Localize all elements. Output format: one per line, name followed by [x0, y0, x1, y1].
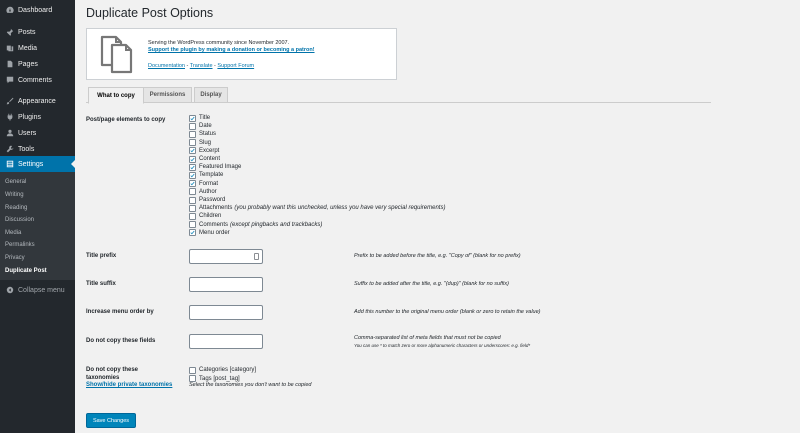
admin-sidebar — [0, 0, 75, 433]
element-label: Format — [199, 180, 219, 187]
element-checkbox[interactable] — [189, 172, 196, 179]
element-label: Comments — [199, 221, 229, 228]
element-row[interactable] — [189, 163, 241, 171]
checkmark-icon — [190, 229, 195, 236]
element-row[interactable] — [189, 188, 217, 196]
checkmark-icon — [190, 156, 195, 163]
element-row[interactable] — [189, 130, 216, 138]
plugin-info-box — [86, 28, 397, 80]
elements-label: Post/page elements to copy — [86, 117, 166, 123]
element-label: Status — [199, 131, 217, 138]
checkmark-icon — [190, 164, 195, 171]
tab-display[interactable]: Display — [194, 87, 228, 103]
element-row[interactable] — [189, 212, 221, 220]
title-suffix-description: Suffix to be added after the title, e.g. "(dup)" (blank for no suffix) — [354, 281, 509, 287]
menu-posts[interactable] — [0, 24, 75, 40]
link-separator: - — [185, 63, 190, 69]
menu-label: Comments — [18, 76, 52, 84]
element-label: Attachments — [199, 205, 233, 212]
taxonomy-row[interactable] — [189, 366, 256, 374]
menu-label: Dashboard — [18, 6, 53, 14]
submenu-permalinks[interactable]: Permalinks — [5, 242, 35, 248]
element-checkbox[interactable] — [189, 147, 196, 154]
element-label: Title — [199, 115, 211, 121]
menu-label: Users — [18, 129, 37, 137]
menu-plugins[interactable] — [0, 109, 75, 125]
link-separator: - — [212, 63, 218, 69]
taxonomies-description: Select the taxonomies you don't want to be copied — [189, 382, 312, 388]
collapse-icon — [5, 286, 14, 295]
settings-icon — [5, 160, 14, 169]
element-checkbox[interactable] — [189, 115, 196, 122]
translate-link[interactable]: Translate — [189, 63, 213, 69]
element-row[interactable] — [189, 147, 219, 155]
settings-tabs — [86, 87, 711, 103]
element-row[interactable] — [189, 196, 225, 204]
element-row[interactable] — [189, 221, 322, 229]
support-forum-link[interactable]: Support Forum — [217, 63, 255, 69]
menu-order-input[interactable] — [189, 305, 263, 320]
media-icon — [5, 44, 14, 53]
settings-submenu — [0, 172, 75, 280]
element-checkbox[interactable] — [189, 205, 196, 212]
menu-appearance[interactable] — [0, 93, 75, 109]
plug-icon — [5, 113, 14, 122]
element-label: Featured Image — [199, 164, 242, 171]
element-checkbox[interactable] — [189, 197, 196, 204]
pages-icon — [5, 60, 14, 69]
no-copy-fields-description: Comma-separated list of meta fields that must not be copied — [354, 335, 501, 341]
pin-icon — [5, 28, 14, 37]
title-suffix-label: Title suffix — [86, 281, 116, 287]
toggle-private-taxonomies-link[interactable]: Show/hide private taxonomies — [86, 382, 173, 388]
taxonomies-label — [86, 366, 138, 382]
menu-pages[interactable] — [0, 56, 75, 72]
current-menu-arrow — [71, 160, 75, 168]
submenu-media[interactable]: Media — [5, 230, 22, 236]
menu-dashboard[interactable] — [0, 2, 75, 18]
element-checkbox[interactable] — [189, 139, 196, 146]
page-title: Duplicate Post Options — [86, 6, 214, 20]
submenu-discussion[interactable]: Discussion — [5, 217, 35, 223]
element-label: Date — [199, 123, 212, 130]
info-links — [148, 63, 254, 69]
title-prefix-input[interactable] — [189, 249, 263, 264]
checkmark-icon — [190, 180, 195, 187]
element-checkbox[interactable] — [189, 123, 196, 130]
menu-label: Tools — [18, 145, 35, 153]
element-checkbox[interactable] — [189, 229, 196, 236]
title-prefix-label: Title prefix — [86, 253, 117, 259]
menu-order-description: Add this number to the original menu order (blank or zero to retain the value) — [354, 309, 541, 315]
element-row[interactable] — [189, 114, 210, 122]
support-link[interactable]: Support the plugin by making a donation or becoming a patron! — [148, 47, 315, 53]
element-label: Excerpt — [199, 147, 220, 154]
menu-label: Plugins — [18, 113, 41, 121]
menu-comments[interactable] — [0, 72, 75, 88]
element-checkbox[interactable] — [189, 221, 196, 228]
taxonomy-checkbox[interactable] — [189, 375, 196, 382]
element-checkbox[interactable] — [189, 156, 196, 163]
info-text: Serving the WordPress community since November 2007. — [148, 40, 290, 46]
wrench-icon — [5, 145, 14, 154]
element-label: Content — [199, 156, 221, 162]
taxonomy-label: Categories [category] — [199, 367, 257, 373]
menu-label: Posts — [18, 28, 36, 36]
title-prefix-description: Prefix to be added before the title, e.g. "Copy of" (blank for no prefix) — [354, 253, 521, 259]
collapse-label: Collapse menu — [18, 286, 65, 294]
menu-label: Settings — [18, 160, 44, 168]
menu-users[interactable] — [0, 125, 75, 141]
menu-label: Appearance — [18, 97, 56, 105]
element-label: Children — [199, 213, 222, 220]
menu-tools[interactable] — [0, 141, 75, 157]
user-icon — [5, 129, 14, 138]
comment-icon — [5, 76, 14, 85]
checkmark-icon — [190, 172, 195, 179]
element-label: Author — [199, 188, 217, 195]
element-checkbox[interactable] — [189, 213, 196, 220]
no-copy-fields-input[interactable] — [189, 334, 263, 349]
element-label: Menu order — [199, 229, 230, 236]
documentation-link[interactable]: Documentation — [148, 63, 185, 69]
tab-what-to-copy[interactable]: What to copy — [88, 87, 144, 104]
element-row[interactable] — [189, 139, 211, 147]
element-checkbox[interactable] — [189, 180, 196, 187]
checkmark-icon — [190, 147, 195, 154]
submenu-general[interactable]: General — [5, 179, 27, 185]
menu-order-label: Increase menu order by — [86, 309, 154, 315]
element-note: (except pingbacks and trackbacks) — [230, 221, 323, 228]
title-suffix-input[interactable] — [189, 277, 263, 292]
element-label: Slug — [199, 139, 212, 146]
submenu-privacy[interactable]: Privacy — [5, 255, 25, 261]
no-copy-fields-hint: You can use * to match zero or more alphanumeric characters or underscores: e.g. field* — [354, 343, 531, 348]
element-row[interactable] — [189, 204, 445, 212]
menu-settings[interactable] — [0, 156, 75, 172]
brush-icon — [5, 97, 14, 106]
element-row[interactable] — [189, 180, 218, 188]
menu-media[interactable] — [0, 40, 75, 56]
element-label: Password — [199, 197, 226, 203]
tab-permissions[interactable]: Permissions — [143, 87, 192, 103]
submenu-writing[interactable]: Writing — [5, 192, 24, 198]
no-copy-fields-label: Do not copy these fields — [86, 338, 156, 344]
element-row[interactable] — [189, 229, 230, 237]
element-checkbox[interactable] — [189, 164, 196, 171]
element-note: (you probably want this unchecked, unless you have very special requirements) — [234, 205, 446, 212]
collapse-menu-button[interactable] — [0, 282, 75, 298]
taxonomies-label-line1: Do not copy these — [86, 367, 139, 373]
submenu-reading[interactable]: Reading — [5, 205, 28, 211]
menu-label: Pages — [18, 60, 38, 68]
element-row[interactable] — [189, 155, 220, 163]
taxonomy-label: Tags [post_tag] — [199, 375, 240, 382]
checkmark-icon — [190, 115, 195, 122]
element-checkbox[interactable] — [189, 131, 196, 138]
element-checkbox[interactable] — [189, 188, 196, 195]
element-row[interactable] — [189, 171, 223, 179]
submenu-duplicate-post[interactable]: Duplicate Post — [5, 268, 47, 274]
save-changes-button[interactable]: Save Changes — [86, 413, 136, 428]
taxonomies-label-line2: taxonomies — [86, 375, 120, 381]
duplicate-post-logo — [97, 34, 137, 74]
taxonomy-checkbox[interactable] — [189, 367, 196, 374]
menu-label: Media — [18, 44, 38, 52]
element-label: Template — [199, 172, 224, 179]
autofill-key-icon[interactable] — [254, 253, 259, 260]
dashboard-icon — [5, 6, 14, 15]
element-row[interactable] — [189, 122, 212, 130]
